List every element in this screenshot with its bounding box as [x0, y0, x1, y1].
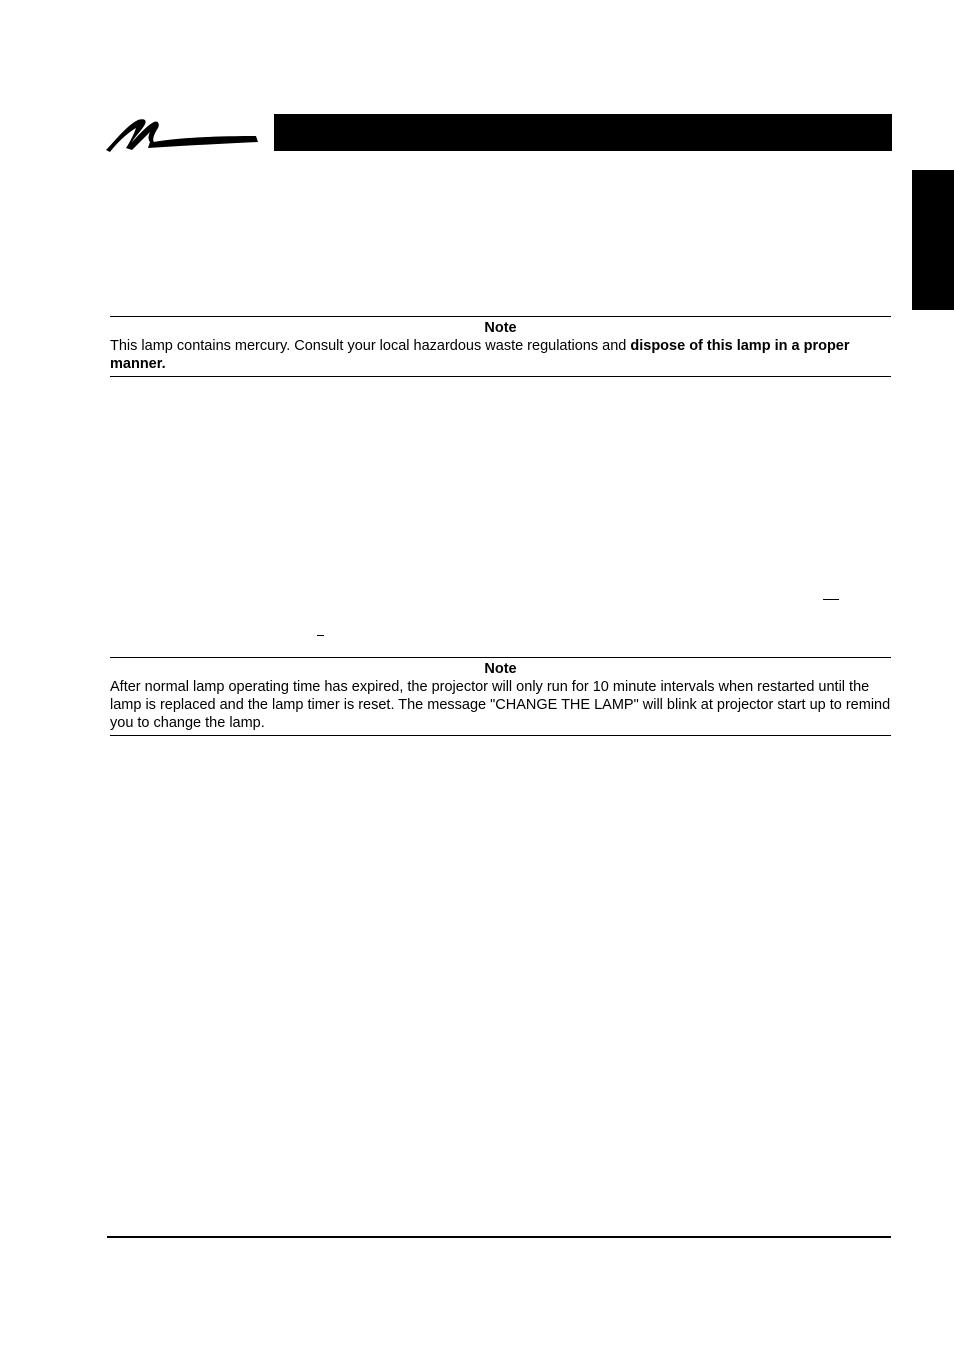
- side-tab: [912, 170, 954, 310]
- note-box-mercury: [110, 316, 891, 377]
- underline-mark: [317, 635, 324, 636]
- note-box-lamp-timer: [110, 657, 891, 736]
- note-body: After normal lamp operating time has expired, the projector will only run for 10 minute intervals when restarted until the lamp is replaced and the lamp timer is reset. The message "CHANGE THE LAMP" will blink at projector start up to remind you to change the lamp.: [110, 679, 891, 731]
- note-title: Note: [484, 661, 517, 677]
- brand-logo: [104, 112, 260, 156]
- header-bar: [274, 114, 892, 151]
- footer-rule: [107, 1236, 891, 1238]
- note-text: This lamp contains mercury. Consult your local hazardous waste regulations and: [110, 338, 631, 354]
- underline-mark: [823, 599, 839, 600]
- note-title: Note: [484, 320, 517, 336]
- note-body: [110, 337, 891, 375]
- note-emphasis: dispose of this lamp in a proper manner.: [110, 338, 850, 372]
